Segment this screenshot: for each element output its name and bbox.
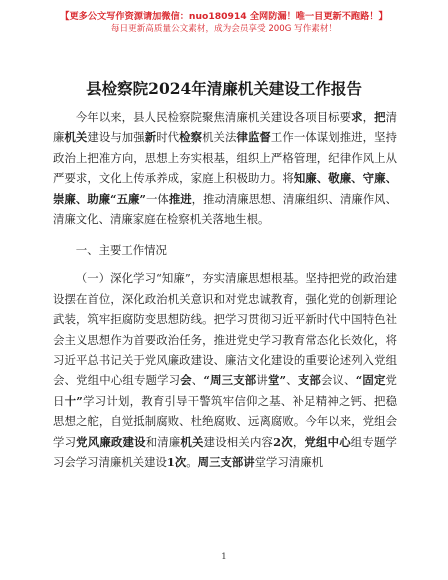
text-run: 十” xyxy=(64,393,83,408)
text-run: ， xyxy=(292,434,305,449)
text-run: 周三支部讲 xyxy=(197,455,255,470)
text-run: 党组中心 xyxy=(304,434,351,449)
text-run: 组专题学习会学习清廉机关建设 xyxy=(53,434,397,470)
text-run: 次 xyxy=(174,455,187,470)
page-number: 1 xyxy=(221,552,227,562)
section-heading: 一、主要工作情况 xyxy=(75,242,167,257)
text-run: 堂学习清廉机 xyxy=(254,455,323,470)
text-run: 党日 xyxy=(53,373,397,408)
text-run: 一体 xyxy=(145,191,169,206)
text-run: 堂” xyxy=(267,373,287,388)
text-run: 、 xyxy=(286,373,298,388)
text-run: 次 xyxy=(281,434,293,449)
promo-line-2: 每日更新高质量公文素材，成为会员享受 200G 写作素材！ xyxy=(110,24,338,34)
text-run: 机关法 xyxy=(202,130,237,145)
text-run: 机关 xyxy=(180,434,204,449)
text-run: 检察 xyxy=(179,130,203,145)
text-run: 会 xyxy=(180,373,192,388)
text-run: （一）深化学习“知廉”，夯实清廉思想根基。坚持把党的政治建设摆在首位，深化政治机关意识和对党忠诚教育，强化党的创新理论武装，筑牢拒腐防变思想防线。把学习贯彻习近平新时代中国特色社会主义思想作为首要政治任务，推进党史学习教育常态化长效化，将习近平总书记关于党风廉政建设、廉洁文化建设的重要论述列入党组会、党组中心组专题学习 xyxy=(53,271,397,388)
text-run: 今年以来，县人民检察院聚焦清廉机关建设各项目标要 xyxy=(75,110,352,124)
text-run: “固定 xyxy=(355,373,386,388)
text-run: ，推动清廉思想、清廉组织、清廉作风、清廉文化、清廉家庭在检察机关落地生根。 xyxy=(53,191,397,227)
text-run: 清廉 xyxy=(53,110,397,145)
text-run: 律监督 xyxy=(236,130,271,145)
text-run: 新 xyxy=(144,130,157,145)
promo-banner xyxy=(0,10,448,36)
text-run: 与加强 xyxy=(110,130,145,145)
text-run: 建设相关内容 xyxy=(203,434,274,449)
text-run: 把 xyxy=(374,110,386,124)
text-run: 建设 xyxy=(87,130,111,145)
text-run: 工作一体谋划推进，坚持政治上把准方向，思想上夯实根基，组织上严格管理，纪律作风上从严要求，文化上传承养成，家庭上积极助力。将 xyxy=(53,130,397,186)
text-run: “周三支部 xyxy=(203,373,257,388)
promo-line-1: 【更多公文写作资源请加微信：nuo180914 全网防漏！唯一目更新不跑路！】 xyxy=(60,11,388,22)
text-run: 支部 xyxy=(297,373,321,388)
section-paragraph-1 xyxy=(53,268,397,473)
text-run: 学习计划，教育引导干警筑牢信仰之基、补足精神之钙、把稳思想之舵，自觉抵制腐败、杜绝腐败、远离腐败。今年以来，党组会学习 xyxy=(53,393,397,449)
text-run: ， xyxy=(362,110,375,124)
text-run: 党风廉政建设 xyxy=(76,434,146,449)
intro-paragraph xyxy=(53,107,397,230)
document-title: 县检察院2024年清廉机关建设工作报告 xyxy=(86,79,362,98)
text-run: 推进 xyxy=(168,191,192,206)
text-run: “五廉” xyxy=(110,191,146,206)
document-body xyxy=(53,107,397,473)
text-run: 知廉、敬廉、守廉、崇廉、助廉 xyxy=(53,171,397,206)
text-run: 1 xyxy=(166,455,175,470)
text-run: 和清廉 xyxy=(145,434,181,449)
text-run: 、 xyxy=(191,373,204,388)
text-run: 、 xyxy=(344,373,356,388)
text-run: 2 xyxy=(273,434,282,449)
text-run: 时代 xyxy=(156,130,180,145)
text-run: 机关 xyxy=(64,130,88,145)
text-run: 求 xyxy=(351,110,363,124)
text-run: 。 xyxy=(186,455,198,470)
text-run: 会议 xyxy=(320,373,345,388)
text-run: 讲 xyxy=(256,373,268,388)
